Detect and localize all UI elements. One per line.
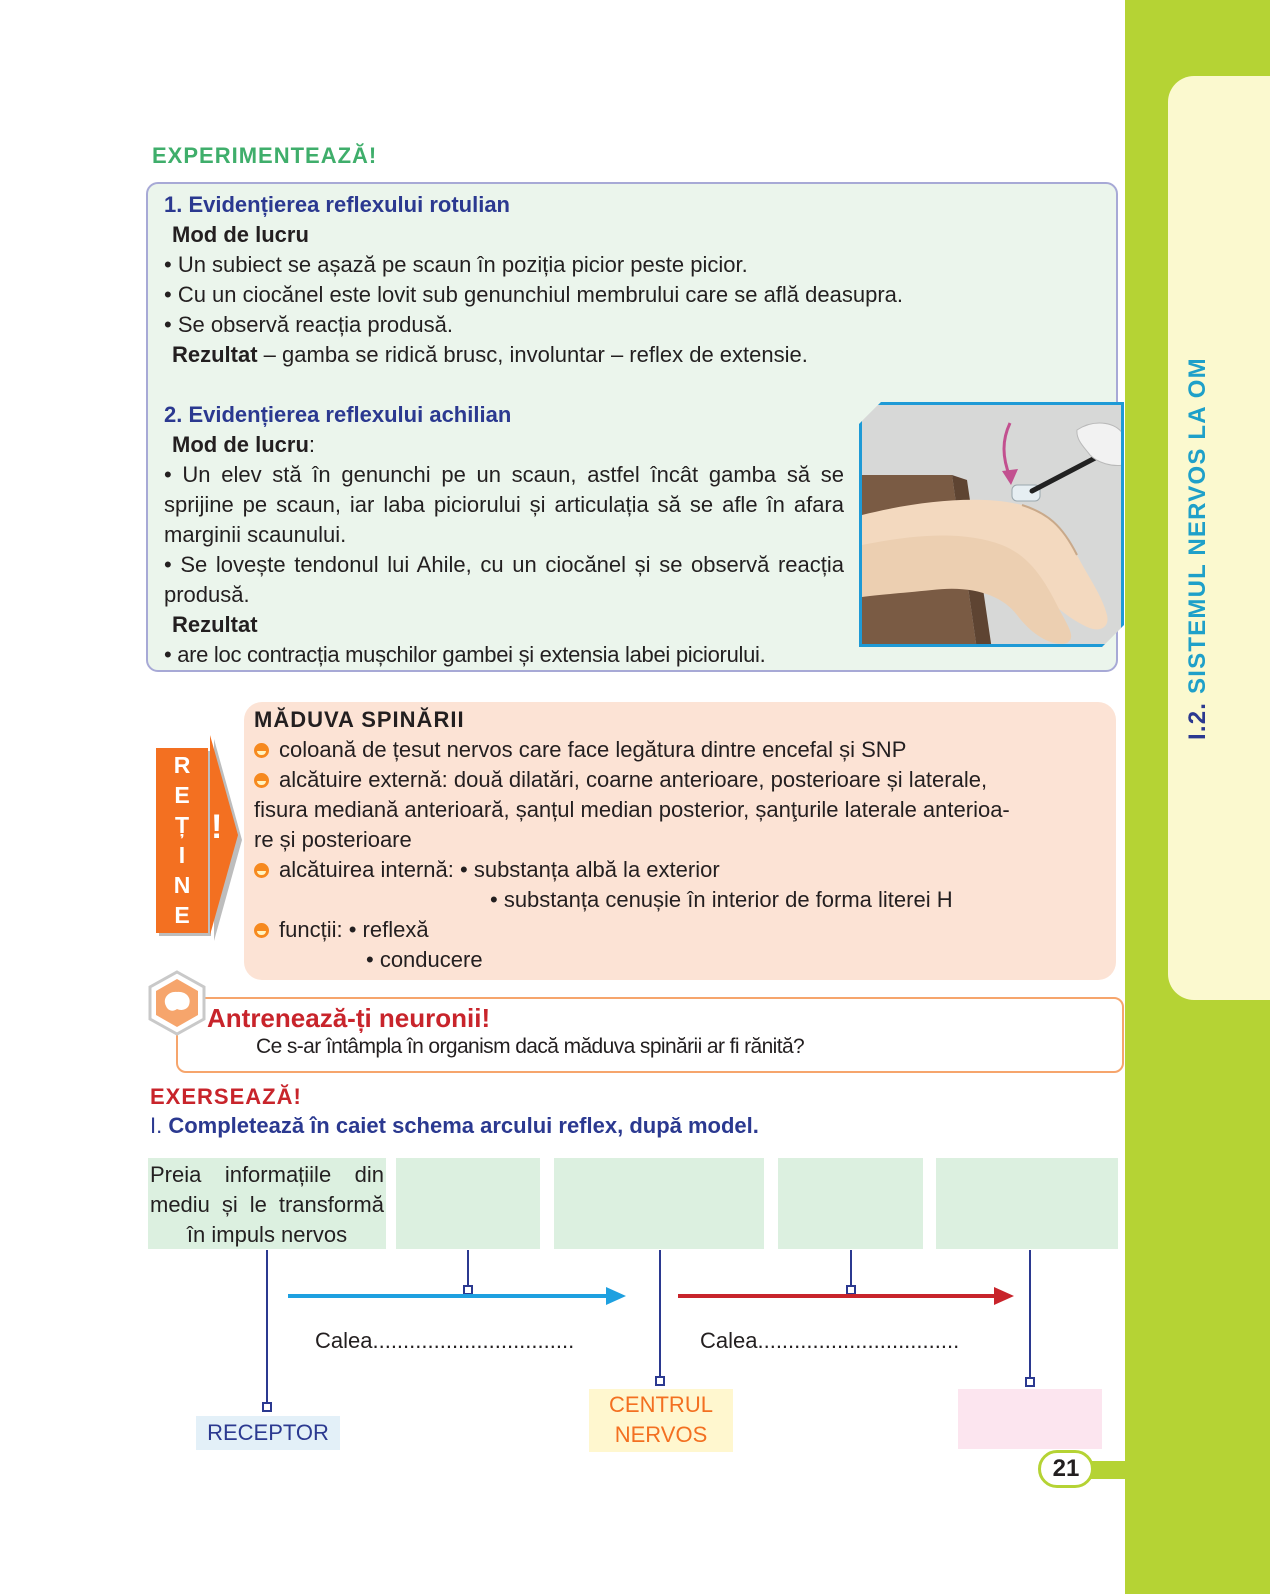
experiment-2-title: 2. Evidențierea reflexului achilian: [164, 402, 512, 427]
retine-exclamation: !: [211, 808, 223, 846]
brain-hexagon-icon: [147, 970, 207, 1036]
experiment-2-result-text: • are loc contracția mușchilor gambei și extensia labei piciorului.: [164, 642, 766, 667]
pathway-label-efferent: Calea.................................: [700, 1328, 960, 1353]
schema-text: mediu și le transformă: [150, 1192, 384, 1217]
experiment-1-result: [164, 340, 994, 370]
exercise-task-number: I.: [150, 1113, 163, 1138]
experiment-2-step: • Un elev stă în genunchi pe un scaun, astfel încât gamba să se sprijine pe scaun, iar laba piciorului și articulația să se afle în afara marginii scaunului.: [164, 462, 844, 547]
experiment-1-step: • Cu un ciocănel este lovit sub genunchiul membrului care se află deasupra.: [164, 282, 904, 307]
smiley-bullet-icon: [254, 773, 269, 788]
experiment-2-method-colon: :: [308, 432, 316, 457]
retine-item: • reflexă: [348, 917, 429, 942]
retine-letter: E: [174, 782, 190, 808]
nerve-center-line: CENTRUL: [609, 1392, 713, 1417]
chapter-number: I.2.: [1184, 701, 1211, 740]
retine-item: • substanța cenușie în interior de forma literei H: [490, 887, 953, 912]
retine-letter: N: [173, 872, 191, 898]
smiley-bullet-icon: [254, 923, 269, 938]
retine-letter: Ț: [174, 812, 190, 838]
schema-box-empty: [778, 1158, 923, 1249]
retine-item-line: fisura mediană anterioară, șanțul median posterior, șanţurile laterale anterioa-: [254, 797, 1010, 822]
experiment-1-result-text: – gamba se ridică brusc, involuntar – reflex de extensie.: [257, 342, 808, 367]
chapter-name: SISTEMUL NERVOS LA OM: [1184, 357, 1211, 694]
retine-item: coloană de țesut nervos care face legătura dintre encefal și SNP: [279, 737, 907, 762]
schema-box-empty: [396, 1158, 540, 1249]
smiley-bullet-icon: [254, 743, 269, 758]
retine-letter: E: [174, 902, 190, 928]
experiment-1-method-label: Mod de lucru: [172, 222, 309, 247]
retine-letter: R: [173, 752, 191, 778]
experiment-2-method: [164, 430, 844, 460]
retine-flag: [156, 748, 208, 933]
brain-training-question: Ce s-ar întâmpla în organism dacă măduva spinării ar fi rănită?: [256, 1035, 805, 1058]
experiment-2-result-label: Rezultat: [172, 612, 258, 637]
pathway-label-afferent: Calea.................................: [315, 1328, 575, 1353]
experiment-1-title: 1. Evidențierea reflexului rotulian: [164, 192, 510, 217]
schema-box-empty: [554, 1158, 764, 1249]
experiment-2-method-label: Mod de lucru: [172, 432, 309, 457]
retine-title: MĂDUVA SPINĂRII: [254, 707, 465, 732]
retine-item-label: alcătuirea internă:: [279, 857, 454, 882]
experiment-1-result-label: Rezultat: [172, 342, 258, 367]
schema-text: în impuls nervos: [186, 1222, 348, 1247]
retine-letter: I: [178, 842, 186, 868]
schema-text: Preia informațiile din: [150, 1162, 384, 1187]
retine-item: • substanța albă la exterior: [460, 857, 720, 882]
smiley-bullet-icon: [254, 863, 269, 878]
retine-item: • conducere: [366, 947, 483, 972]
receptor-label: RECEPTOR: [196, 1416, 340, 1450]
experiment-1: [164, 190, 994, 370]
nerve-center-line: NERVOS: [614, 1422, 708, 1447]
page-number: 21: [1038, 1450, 1094, 1488]
achilles-reflex-photo: [859, 402, 1124, 647]
exercise-heading: EXERSEAZĂ!: [150, 1084, 302, 1109]
retine-item: alcătuire externă: două dilatări, coarne anterioare, posterioare și laterale,: [279, 767, 988, 792]
exercise-task-text: Completează în caiet schema arcului reflex, după model.: [162, 1113, 759, 1138]
nerve-center-label: [589, 1389, 733, 1452]
effector-empty-box: [958, 1389, 1102, 1449]
experiment-1-step: • Se observă reacția produsă.: [164, 312, 453, 337]
experiment-2: [164, 400, 844, 670]
experiment-heading: EXPERIMENTEAZĂ!: [152, 143, 378, 168]
retine-content: [254, 705, 1110, 975]
brain-training-title: Antrenează-ți neuronii!: [207, 1003, 491, 1033]
experiment-1-step: • Un subiect se așază pe scaun în poziția picior peste picior.: [164, 252, 748, 277]
exercise-task: [150, 1113, 759, 1139]
retine-item-line: re și posterioare: [254, 827, 412, 852]
achilles-reflex-illustration: [862, 405, 1124, 647]
chapter-title: [1178, 140, 1218, 740]
schema-box-receptor: [148, 1158, 386, 1249]
schema-box-empty: [936, 1158, 1118, 1249]
retine-item-label: funcții:: [279, 917, 343, 942]
experiment-2-step: • Se lovește tendonul lui Ahile, cu un ciocănel și se observă reacția produsă.: [164, 552, 844, 607]
